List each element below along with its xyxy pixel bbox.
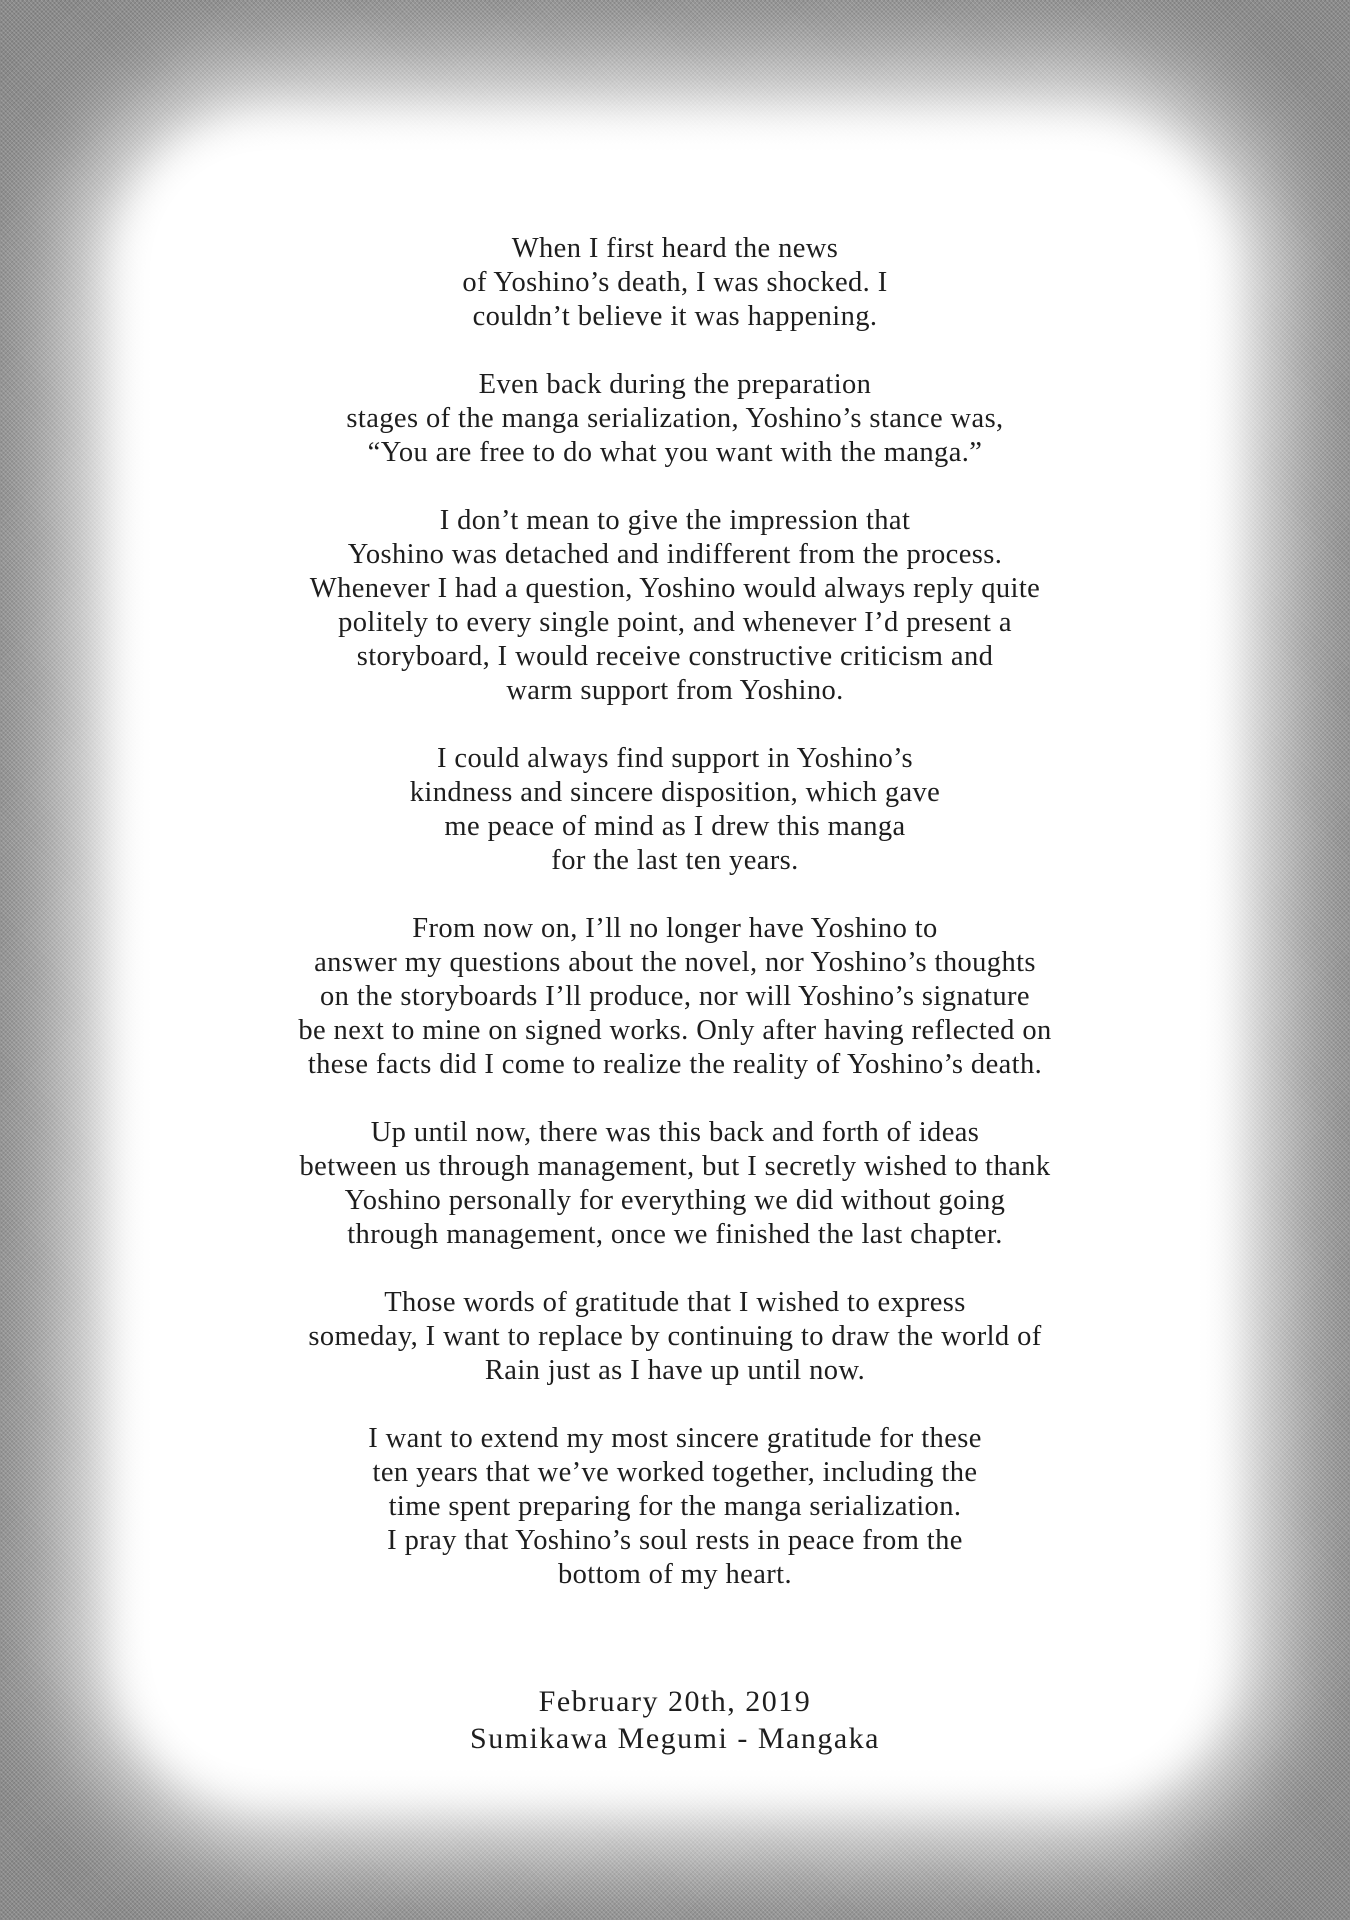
text-line: someday, I want to replace by continuing to draw the world of <box>308 1321 1042 1352</box>
text-line: couldn’t believe it was happening. <box>472 301 878 332</box>
text-line: politely to every single point, and whenever I’d present a <box>338 607 1012 638</box>
text-line: Up until now, there was this back and forth of ideas <box>370 1117 980 1148</box>
text-line: Those words of gratitude that I wished to express <box>384 1287 966 1318</box>
text-line: Even back during the preparation <box>478 369 872 400</box>
signature-date: February 20th, 2019 <box>538 1685 812 1718</box>
text-line: I don’t mean to give the impression that <box>439 505 911 536</box>
paragraph-6 <box>150 1116 1200 1252</box>
paragraph-5 <box>150 912 1200 1082</box>
text-line: for the last ten years. <box>551 845 799 876</box>
signature-block <box>150 1683 1200 1757</box>
paragraph-1 <box>150 232 1200 334</box>
letter-body <box>150 232 1200 1626</box>
paragraph-2 <box>150 368 1200 470</box>
signature-author: Sumikawa Megumi - Mangaka <box>470 1722 880 1755</box>
text-line: warm support from Yoshino. <box>506 675 844 706</box>
paragraph-7 <box>150 1286 1200 1388</box>
text-line: storyboard, I would receive constructive criticism and <box>356 641 994 672</box>
paragraph-4 <box>150 742 1200 878</box>
text-line: Rain just as I have up until now. <box>484 1355 866 1386</box>
text-line: these facts did I come to realize the reality of Yoshino’s death. <box>307 1049 1043 1080</box>
paragraph-3 <box>150 504 1200 708</box>
paragraph-8 <box>150 1422 1200 1592</box>
text-line: time spent preparing for the manga serialization. <box>388 1491 962 1522</box>
text-line: I pray that Yoshino’s soul rests in peace from the <box>387 1525 963 1556</box>
text-line: Yoshino was detached and indifferent from the process. <box>347 539 1003 570</box>
text-line: between us through management, but I secretly wished to thank <box>299 1151 1051 1182</box>
text-line: Whenever I had a question, Yoshino would always reply quite <box>309 573 1041 604</box>
text-line: kindness and sincere disposition, which gave <box>409 777 941 808</box>
text-line: “You are free to do what you want with the manga.” <box>367 437 983 468</box>
text-line: be next to mine on signed works. Only after having reflected on <box>298 1015 1052 1046</box>
text-line: answer my questions about the novel, nor Yoshino’s thoughts <box>314 947 1036 978</box>
text-line: I could always find support in Yoshino’s <box>437 743 913 774</box>
text-line: on the storyboards I’ll produce, nor will Yoshino’s signature <box>320 981 1030 1012</box>
text-line: me peace of mind as I drew this manga <box>444 811 906 842</box>
text-line: I want to extend my most sincere gratitude for these <box>368 1423 982 1454</box>
text-line: stages of the manga serialization, Yoshino’s stance was, <box>346 403 1004 434</box>
text-line: From now on, I’ll no longer have Yoshino to <box>412 913 938 944</box>
text-line: through management, once we finished the last chapter. <box>347 1219 1003 1250</box>
text-line: Yoshino personally for everything we did without going <box>344 1185 1006 1216</box>
text-line: bottom of my heart. <box>558 1559 792 1590</box>
text-line: When I first heard the news <box>511 233 839 264</box>
text-line: ten years that we’ve worked together, including the <box>372 1457 978 1488</box>
text-line: of Yoshino’s death, I was shocked. I <box>462 267 888 298</box>
